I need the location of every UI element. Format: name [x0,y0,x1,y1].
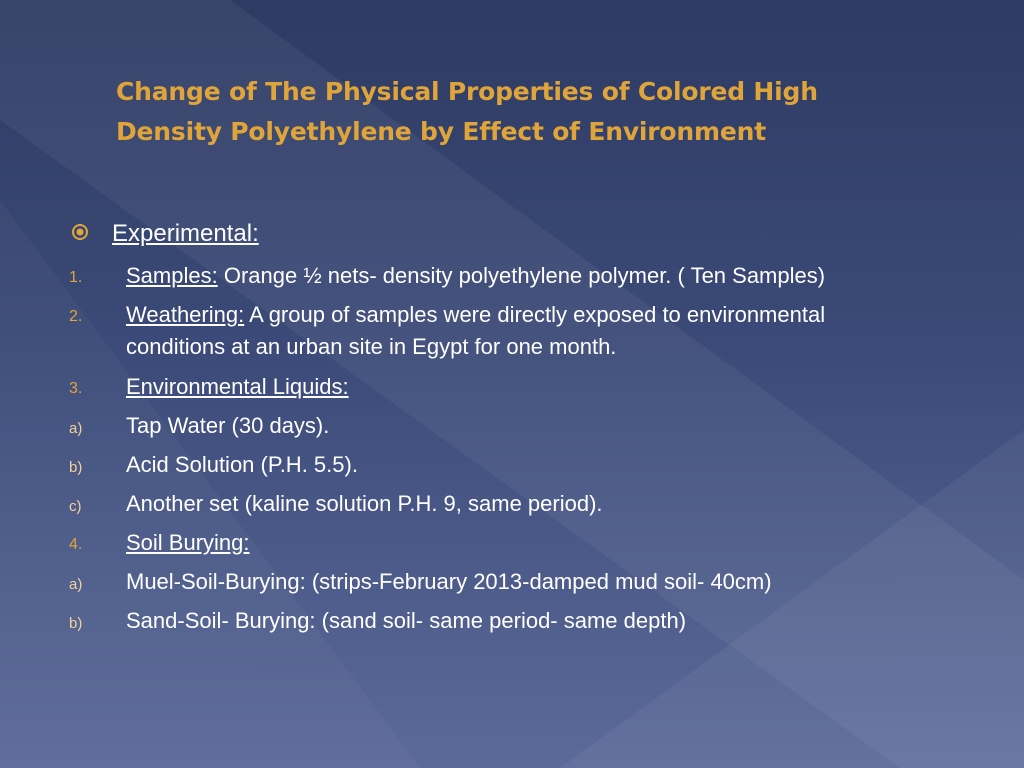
list-item-text [126,260,956,292]
slide-title [116,72,916,152]
list-marker: b) [69,615,83,632]
item-text: Acid Solution (P.H. 5.5). [126,452,358,477]
item-text: A group of samples were directly exposed to environmental [244,302,826,327]
list-marker: 4. [69,536,83,553]
list-marker: 3. [69,380,83,397]
item-label: Samples: [126,263,218,288]
list-marker: 1. [69,269,83,286]
item-text-continued: conditions at an urban site in Egypt for one month. [126,334,617,359]
item-text: Another set (kaline solution P.H. 9, same period). [126,491,603,516]
item-text: Sand-Soil- Burying: (sand soil- same period- same depth) [126,608,687,633]
list-item-text [126,299,956,363]
title-line-1: Change of The Physical Properties of Colored High [116,77,818,106]
item-text: Muel-Soil-Burying: (strips-February 2013-damped mud soil- 40cm) [126,569,772,594]
list-marker: 2. [69,308,83,325]
item-text: Orange ½ nets- density polyethylene polymer. ( Ten Samples) [217,263,826,288]
item-text: Tap Water (30 days). [126,413,330,438]
item-label: Environmental Liquids: [126,374,349,399]
list-marker: a) [69,576,83,593]
list-marker: a) [69,420,83,437]
item-label: Weathering: [126,302,245,327]
item-label: Soil Burying: [126,530,250,555]
list-marker: b) [69,459,83,476]
list-marker: c) [69,498,82,515]
experimental-heading: Experimental: [112,220,259,247]
title-line-2: Density Polyethylene by Effect of Environment [116,117,766,146]
circle-bullet-icon [70,222,90,242]
